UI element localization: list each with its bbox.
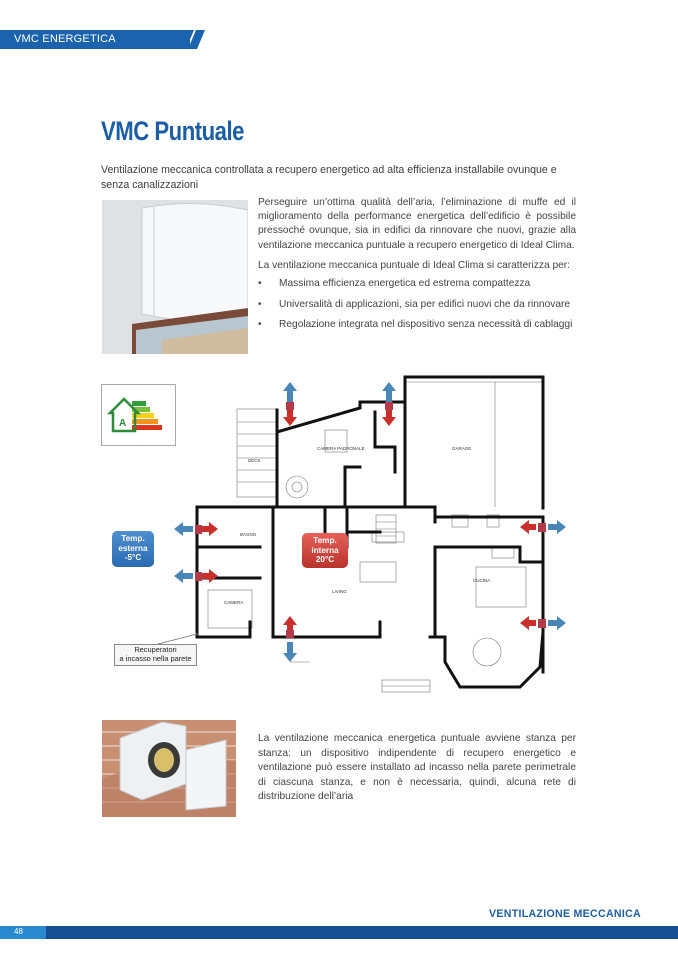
page-number: 48	[14, 927, 23, 936]
page-subtitle: Ventilazione meccanica controllata a recupero energetico ad alta efficienza installabile ovunque e senza canalizzazioni	[101, 164, 557, 191]
temp-external-badge: Temp. esterna -5°C	[112, 531, 154, 567]
footer-section-label: VENTILAZIONE MECCANICA	[489, 908, 641, 920]
airflow-arrow-camera-padronale-right	[382, 382, 396, 426]
wall-installation-photo	[102, 720, 236, 817]
temp-internal-badge: Temp. interna 20°C	[302, 533, 348, 568]
recuperatori-callout: Recuperatori a incasso nella parete	[114, 644, 197, 666]
room-label-deck: DECK	[248, 458, 261, 463]
airflow-arrow-camera-padronale-left	[283, 382, 297, 426]
vmc-device-photo	[102, 200, 248, 354]
room-label-cucina: CUCINA	[473, 578, 491, 583]
energy-class-letter: A	[119, 418, 127, 429]
feature-list	[258, 277, 588, 339]
intro-paragraph-2: La ventilazione meccanica puntuale di Ideal Clima si caratterizza per:	[258, 259, 571, 271]
bullet-icon: •	[258, 278, 262, 289]
bullet-icon: •	[258, 298, 262, 310]
intro-paragraph-1: Perseguire un’ottima qualità dell’aria, l’eliminazione di muffe ed il miglioramento della performance energetica dell’edificio è possibile pressoché ovunque, sia in edifici da rinnovare che nuovi, grazie alla ventilazione meccanica puntuale a recupero energetico di Ideal Clima.	[258, 197, 576, 251]
room-label-camera: CAMERA	[224, 600, 244, 605]
list-item: • Regolazione integrata nel dispositivo senza necessità di cablaggi	[258, 319, 573, 330]
section-header-label: VMC ENERGETICA	[14, 33, 116, 45]
list-item: • Massima efficienza energetica ed estrema compattezza	[258, 278, 531, 289]
footer-page-tab	[0, 926, 46, 939]
list-item: • Universalità di applicazioni, sia per edifici nuovi che da rinnovare	[258, 298, 571, 310]
room-label-camera-padronale: CAMERA PADRONALE	[317, 446, 365, 451]
room-label-bagno: BAGNO	[240, 532, 257, 537]
page-title: VMC Puntuale	[101, 116, 244, 146]
bottom-paragraph: La ventilazione meccanica energetica puntuale avviene stanza per stanza: un dispositivo indipendente di recupero energetico e ventilazione può essere installato ad incasso nella parete perimetrale di ciascuna stanza, e non è necessaria, quindi, alcuna rete di distribuzione dell’aria	[258, 733, 576, 803]
room-label-garage: GARAGE	[452, 446, 472, 451]
footer-bar	[40, 926, 678, 939]
intro-text	[258, 196, 576, 279]
room-label-living: LIVING	[332, 589, 347, 594]
airflow-arrow-living	[283, 616, 297, 662]
bullet-icon: •	[258, 319, 262, 330]
energy-class-badge	[101, 384, 176, 446]
header-slash-decoration	[180, 30, 210, 49]
